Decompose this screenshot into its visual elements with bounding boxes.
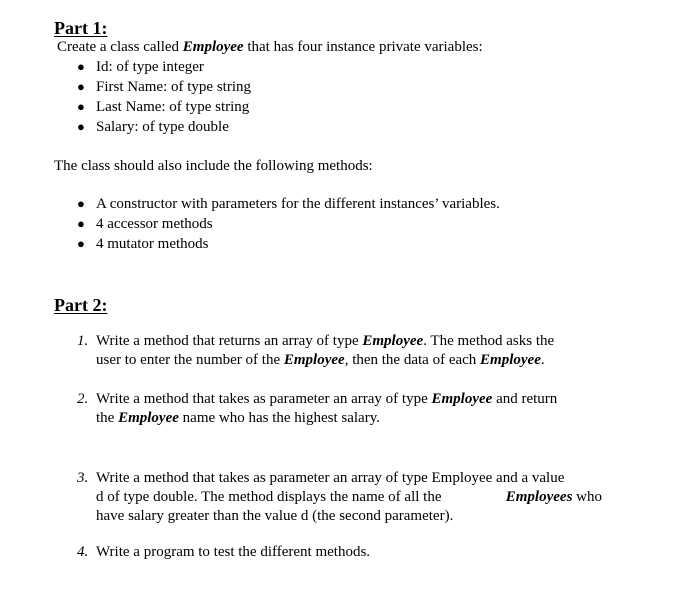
task-2-line-1: [96, 390, 557, 408]
method-item-mutators: 4 mutator methods: [96, 236, 209, 252]
task-3-line-3: have salary greater than the value d (the second parameter).: [96, 508, 454, 524]
task-text: Write a method that returns an array of type: [96, 333, 363, 349]
class-name: Employee: [283, 352, 345, 368]
list-number: 4.: [77, 544, 89, 560]
bullet-icon: ●: [77, 119, 85, 134]
list-number: 3.: [77, 470, 89, 486]
intro-text-pre: Create a class called: [57, 39, 183, 55]
class-name: Employee: [431, 391, 493, 407]
methods-intro: The class should also include the following methods:: [54, 158, 373, 174]
intro-class-name: Employee: [182, 39, 244, 55]
task-3-line-1: Write a method that takes as parameter an array of type Employee and a value: [96, 470, 565, 486]
task-text: user to enter the number of the: [96, 352, 284, 368]
task-1-line-2: [96, 351, 545, 369]
task-text: .: [540, 352, 545, 368]
variable-item-id: Id: of type integer: [96, 59, 204, 75]
list-number: 1.: [77, 333, 89, 349]
part1-intro: [57, 38, 483, 56]
task-text: and return: [492, 391, 558, 407]
intro-text-post: that has four instance private variables:: [243, 39, 483, 55]
task-3-line-2: [96, 488, 602, 506]
task-1-line-1: [96, 332, 554, 350]
bullet-icon: ●: [77, 79, 85, 94]
part1-heading: Part 1:: [54, 18, 108, 38]
variable-item-first-name: First Name: of type string: [96, 79, 251, 95]
part2-heading: Part 2:: [54, 295, 108, 315]
class-name: Employee: [362, 333, 424, 349]
variable-item-last-name: Last Name: of type string: [96, 99, 250, 115]
class-name: Employees: [505, 489, 573, 505]
method-item-accessors: 4 accessor methods: [96, 216, 213, 232]
bullet-icon: ●: [77, 59, 85, 74]
variable-item-salary: Salary: of type double: [96, 119, 229, 135]
class-name: Employee: [118, 410, 179, 426]
bullet-icon: ●: [77, 236, 85, 251]
bullet-icon: ●: [77, 196, 85, 211]
bullet-icon: ●: [77, 99, 85, 114]
task-text: Write a method that takes as parameter an array of type: [96, 391, 432, 407]
class-name: Employee: [480, 352, 541, 368]
bullet-icon: ●: [77, 216, 85, 231]
task-text: d of type double. The method displays the name of all the: [96, 489, 442, 505]
task-4: Write a program to test the different methods.: [96, 544, 371, 560]
method-item-constructor: A constructor with parameters for the different instances’ variables.: [96, 196, 500, 212]
task-2-line-2: [96, 409, 380, 427]
task-text: , then the data of each: [344, 352, 481, 368]
task-text: the: [96, 410, 119, 426]
list-number: 2.: [77, 391, 89, 407]
task-text: who: [572, 489, 602, 505]
task-text: name who has the highest salary.: [178, 410, 380, 426]
task-text: . The method asks the: [423, 333, 555, 349]
